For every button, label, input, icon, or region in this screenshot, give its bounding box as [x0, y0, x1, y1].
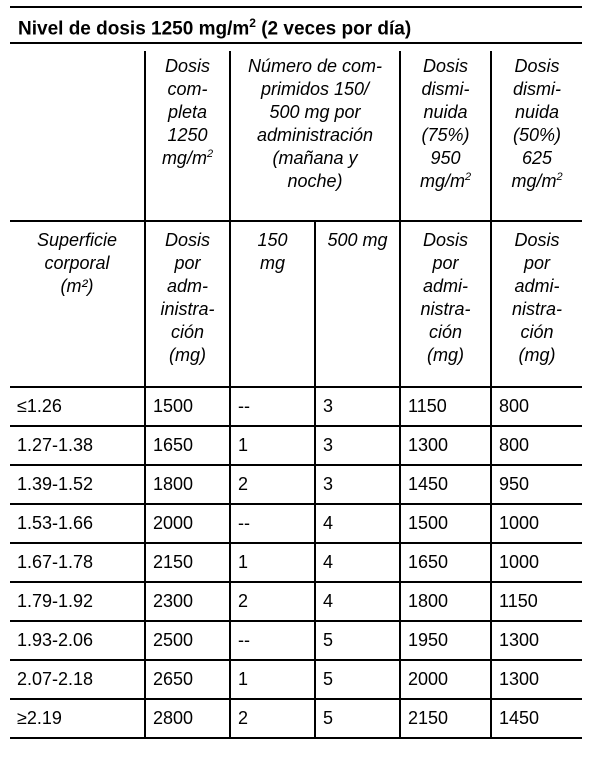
- comprimidos-500-cell: 3: [315, 465, 400, 504]
- comprimidos-150-cell: 2: [230, 699, 315, 738]
- dosis-50-cell: 1150: [491, 582, 582, 621]
- header-line: dismi-: [513, 79, 562, 99]
- header-line: Dosis: [514, 56, 560, 76]
- comprimidos-500-cell: 5: [315, 660, 400, 699]
- header-line: ción: [520, 322, 554, 342]
- header-line: Dosis: [514, 230, 560, 250]
- header-line: 150: [257, 230, 288, 250]
- superficie-cell: 1.53-1.66: [10, 504, 145, 543]
- header-line: com-: [167, 79, 208, 99]
- header-dosis-por-administracion: [145, 221, 230, 387]
- header-500-mg: [315, 221, 400, 387]
- header-line: Dosis: [423, 230, 469, 250]
- dosis-50-cell: 1000: [491, 504, 582, 543]
- table-row: [10, 465, 582, 504]
- table-row: [10, 660, 582, 699]
- header-line: adm-: [166, 276, 208, 296]
- superficie-cell: ≤1.26: [10, 387, 145, 426]
- superficie-cell: 1.67-1.78: [10, 543, 145, 582]
- comprimidos-150-cell: 1: [230, 660, 315, 699]
- dosis-50-cell: 800: [491, 426, 582, 465]
- superficie-cell: 1.39-1.52: [10, 465, 145, 504]
- dosis-cell: 2000: [145, 504, 230, 543]
- header-line: (mg): [518, 345, 556, 365]
- header-line: mg: [259, 253, 285, 273]
- dosis-75-cell: 1150: [400, 387, 491, 426]
- table-row: [10, 504, 582, 543]
- header-superficie-corporal: [10, 221, 145, 387]
- header-line: (50%): [513, 125, 562, 145]
- header-line: primidos 150/: [260, 79, 370, 99]
- dosis-75-cell: 1500: [400, 504, 491, 543]
- table-row: [10, 582, 582, 621]
- comprimidos-500-cell: 3: [315, 387, 400, 426]
- dosis-cell: 2800: [145, 699, 230, 738]
- header-line: (mg): [169, 345, 206, 365]
- header-dosis-disminuida-50: [491, 51, 582, 221]
- header-line: por: [174, 253, 201, 273]
- dosis-75-cell: 2150: [400, 699, 491, 738]
- dosis-75-cell: 1800: [400, 582, 491, 621]
- superficie-cell: 1.79-1.92: [10, 582, 145, 621]
- header-line: por: [524, 253, 551, 273]
- header-line: $mg/m^2$: [161, 148, 214, 168]
- header-150-mg: [230, 221, 315, 387]
- table-row: [10, 621, 582, 660]
- dosis-75-cell: 1950: [400, 621, 491, 660]
- dosis-75-cell: 1300: [400, 426, 491, 465]
- header-line: (mañana y: [272, 148, 358, 168]
- header-line: 625: [521, 148, 553, 168]
- header-line: 950: [430, 148, 461, 168]
- dosis-cell: 2500: [145, 621, 230, 660]
- comprimidos-500-cell: 5: [315, 621, 400, 660]
- header-line: admi-: [423, 276, 469, 296]
- comprimidos-150-cell: 1: [230, 543, 315, 582]
- header-line: Dosis: [423, 56, 469, 76]
- header-dosis-50-por-administracion: [491, 221, 582, 387]
- header-line: 500 mg por: [269, 102, 361, 122]
- header-dosis-completa: [145, 51, 230, 221]
- header-line: ción: [429, 322, 463, 342]
- comprimidos-500-cell: 4: [315, 504, 400, 543]
- dosis-50-cell: 1450: [491, 699, 582, 738]
- dosis-cell: 2150: [145, 543, 230, 582]
- dosis-50-cell: 1300: [491, 660, 582, 699]
- header-line: pleta: [167, 102, 208, 122]
- header-line: Superficie: [36, 230, 118, 250]
- header-line: dismi-: [421, 79, 470, 99]
- table-row: [10, 543, 582, 582]
- dosis-75-cell: 2000: [400, 660, 491, 699]
- header-line: Número de com-: [247, 56, 383, 76]
- header-row-2: [10, 221, 582, 387]
- dosis-cell: 1800: [145, 465, 230, 504]
- dosis-50-cell: 950: [491, 465, 582, 504]
- comprimidos-150-cell: 2: [230, 582, 315, 621]
- dosis-cell: 1650: [145, 426, 230, 465]
- dosis-75-cell: 1650: [400, 543, 491, 582]
- header-line: nistra-: [420, 299, 471, 319]
- table-row: [10, 387, 582, 426]
- comprimidos-150-cell: --: [230, 504, 315, 543]
- dosage-table: [10, 51, 582, 739]
- header-line: (m²): [60, 276, 94, 296]
- header-line: nuida: [514, 102, 560, 122]
- header-line: nuida: [423, 102, 468, 122]
- header-line: Dosis: [164, 56, 210, 76]
- comprimidos-500-cell: 5: [315, 699, 400, 738]
- header-dosis-75-por-administracion: [400, 221, 491, 387]
- table-title: Nivel de dosis 1250 $mg/m^2$ (2 veces por día): [10, 6, 582, 44]
- comprimidos-500-cell: 4: [315, 582, 400, 621]
- dosis-50-cell: 1300: [491, 621, 582, 660]
- comprimidos-150-cell: --: [230, 387, 315, 426]
- header-line: $mg/m^2$: [511, 171, 563, 191]
- header-line: inistra-: [160, 299, 215, 319]
- comprimidos-500-cell: 4: [315, 543, 400, 582]
- header-dosis-disminuida-75: [400, 51, 491, 221]
- header-line: (75%): [421, 125, 470, 145]
- comprimidos-500-cell: 3: [315, 426, 400, 465]
- header-line: 1250: [167, 125, 208, 145]
- dosage-sheet: [10, 6, 582, 756]
- comprimidos-150-cell: 1: [230, 426, 315, 465]
- header-line: (mg): [427, 345, 465, 365]
- superficie-cell: ≥2.19: [10, 699, 145, 738]
- header-empty-cell: [10, 51, 145, 221]
- header-line: nistra-: [512, 299, 563, 319]
- superficie-cell: 1.27-1.38: [10, 426, 145, 465]
- superficie-cell: 2.07-2.18: [10, 660, 145, 699]
- header-line: noche): [287, 171, 343, 191]
- header-line: 500 mg: [327, 230, 388, 250]
- comprimidos-150-cell: 2: [230, 465, 315, 504]
- header-numero-comprimidos: [230, 51, 400, 221]
- header-line: por: [432, 253, 459, 273]
- header-row-1: [10, 51, 582, 221]
- dosis-cell: 1500: [145, 387, 230, 426]
- header-line: Dosis: [164, 230, 210, 250]
- dosis-50-cell: 1000: [491, 543, 582, 582]
- superficie-cell: 1.93-2.06: [10, 621, 145, 660]
- table-row: [10, 426, 582, 465]
- dosis-50-cell: 800: [491, 387, 582, 426]
- dosis-cell: 2650: [145, 660, 230, 699]
- header-line: administración: [256, 125, 374, 145]
- header-line: corporal: [44, 253, 110, 273]
- header-line: admi-: [514, 276, 560, 296]
- comprimidos-150-cell: --: [230, 621, 315, 660]
- header-line: ción: [170, 322, 205, 342]
- dosis-75-cell: 1450: [400, 465, 491, 504]
- header-line: $mg/m^2$: [419, 171, 472, 191]
- dosis-cell: 2300: [145, 582, 230, 621]
- table-row: [10, 699, 582, 738]
